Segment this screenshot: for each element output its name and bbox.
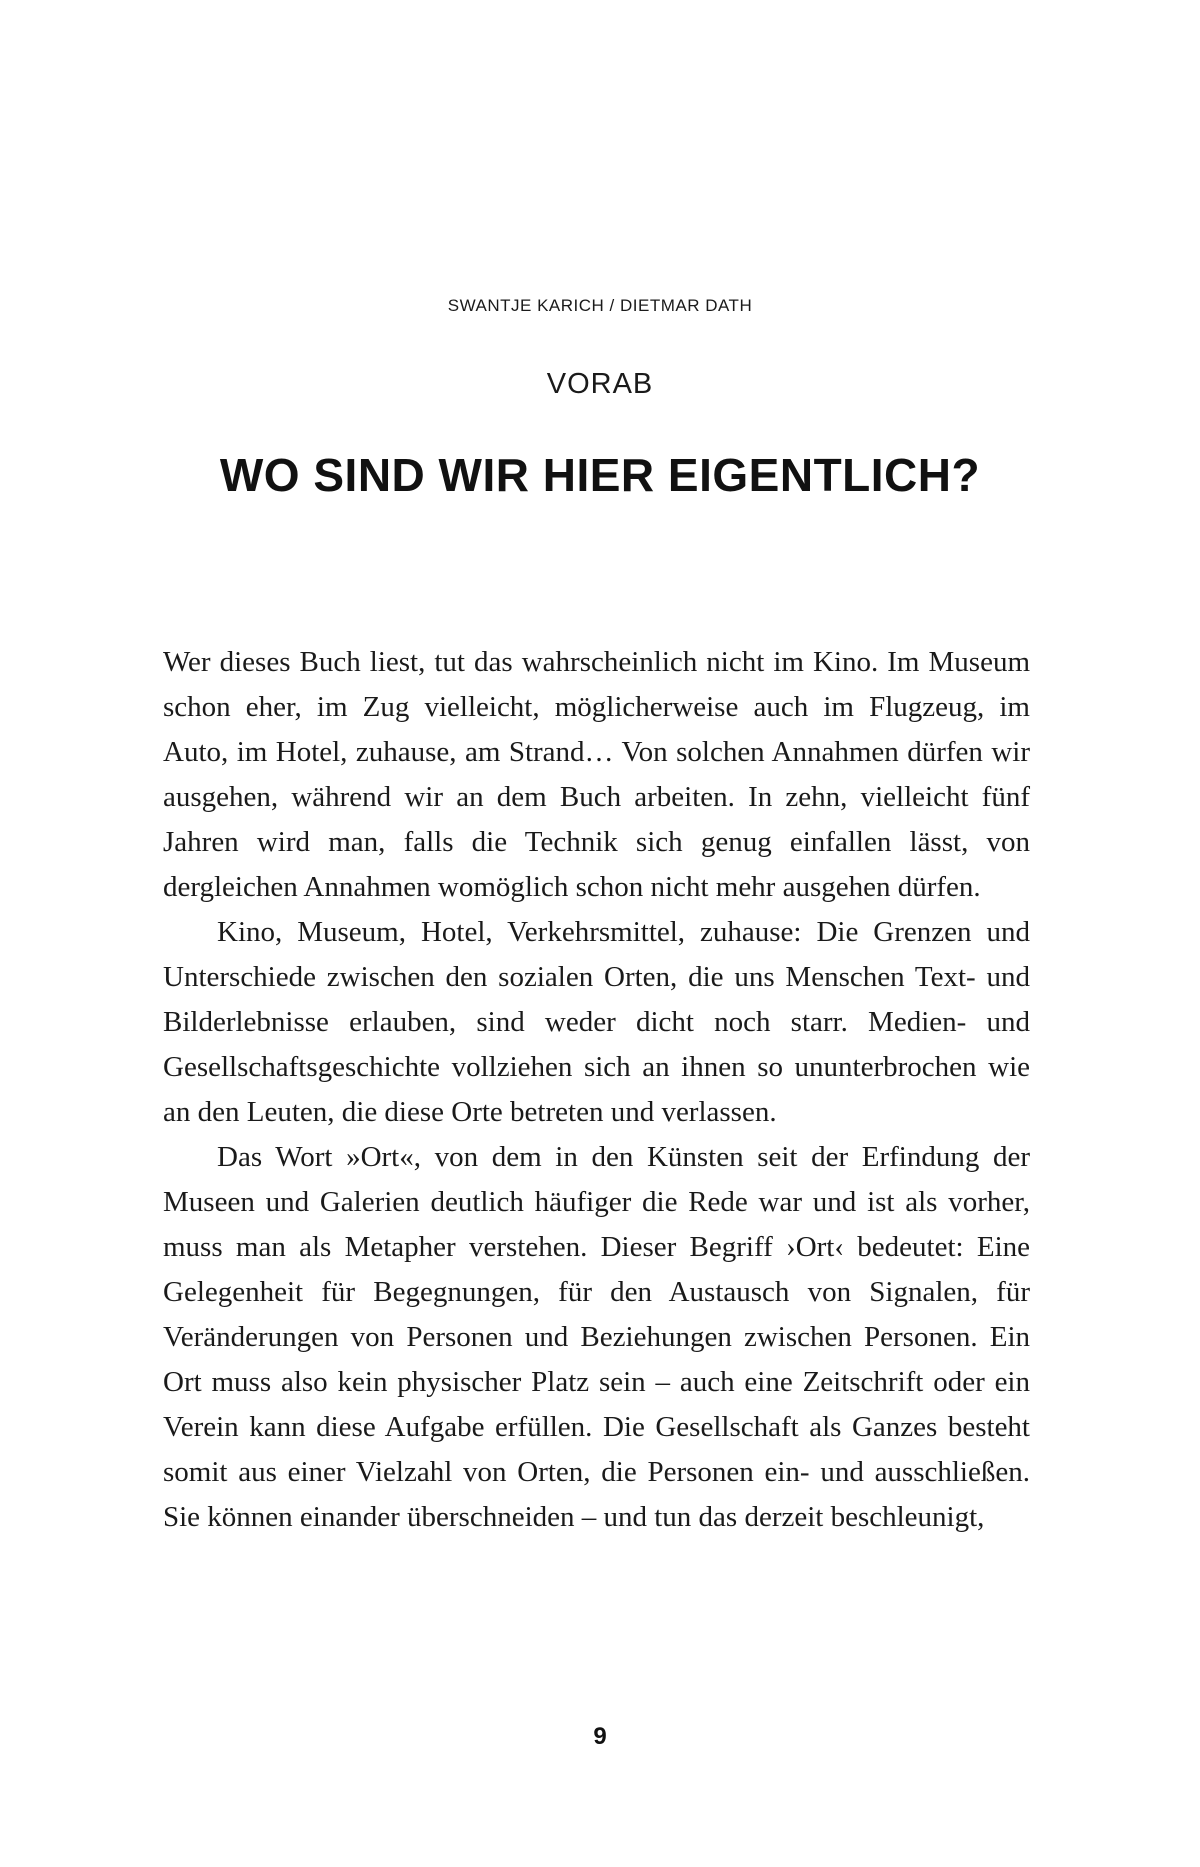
running-header-authors: SWANTJE KARICH / DIETMAR DATH bbox=[447, 296, 753, 315]
paragraph: Wer dieses Buch liest, tut das wahrscheinlich nicht im Kino. Im Museum schon eher, im Zug vielleicht, möglicherweise auch im Flugzeug, im Auto, im Hotel, zuhause, am Strand… Von solchen Annahmen dürfen wir ausgehen, während wir an dem Buch arbeiten. In zehn, vielleicht fünf Jahren wird man, falls die Technik sich genug einfallen lässt, von dergleichen Annahmen womöglich schon nicht mehr ausgehen dürfen. bbox=[163, 646, 1030, 903]
body-text bbox=[163, 640, 1030, 1540]
paragraph: Kino, Museum, Hotel, Verkehrsmittel, zuhause: Die Grenzen und Unterschiede zwischen den sozialen Orten, die uns Menschen Text- und Bilderlebnisse erlauben, sind weder dicht noch starr. Medien- und Gesellschaftsgeschichte vollziehen sich an ihnen so ununterbrochen wie an den Leuten, die diese Orte betreten und verlassen. bbox=[163, 916, 1030, 1128]
paragraph: Das Wort »Ort«, von dem in den Künsten seit der Erfindung der Museen und Galerien deutlich häufiger die Rede war und ist als vorher, muss man als Metapher verstehen. Dieser Begriff ›Ort‹ bedeutet: Eine Gelegenheit für Begegnungen, für den Austausch von Signalen, für Veränderungen von Personen und Beziehungen zwischen Personen. Ein Ort muss also kein physischer Platz sein – auch eine Zeitschrift oder ein Verein kann diese Aufgabe erfüllen. Die Gesellschaft als Ganzes besteht somit aus einer Vielzahl von Orten, die Personen ein- und ausschließen. Sie können einander überschneiden – und tun das derzeit beschleunigt, bbox=[163, 1141, 1030, 1533]
chapter-title: WO SIND WIR HIER EIGENTLICH? bbox=[219, 449, 981, 501]
page-number: 9 bbox=[593, 1723, 607, 1750]
chapter-kicker: VORAB bbox=[546, 368, 654, 400]
